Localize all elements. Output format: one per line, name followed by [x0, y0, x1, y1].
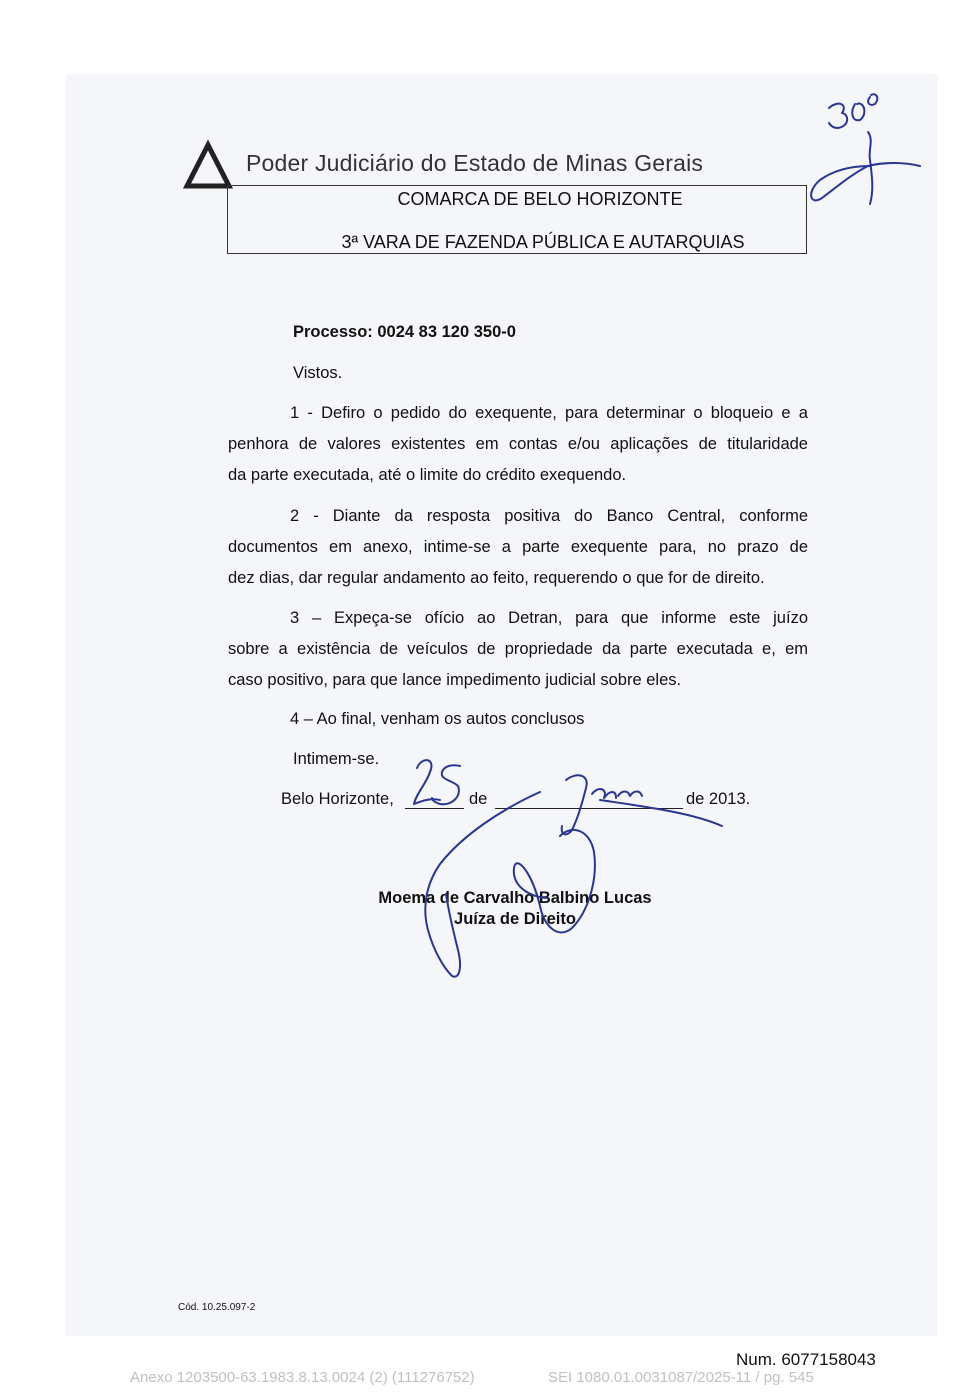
paragraph-2-line-2: documentos em anexo, intime-se a parte exequente para, no prazo de	[228, 538, 808, 556]
month-blank-line	[495, 808, 683, 809]
signatory-role: Juíza de Direito	[454, 910, 576, 928]
sei-page-reference: SEI 1080.01.0031087/2025-11 / pg. 545	[548, 1369, 814, 1386]
paragraph-1-line-1: 1 - Defiro o pedido do exequente, para determinar o bloqueio e a	[290, 404, 808, 422]
date-city: Belo Horizonte,	[281, 790, 394, 808]
vistos: Vistos.	[293, 364, 343, 382]
paragraph-3-line-2: sobre a existência de veículos de propriedade da parte executada e, em	[228, 640, 808, 658]
intimem-se: Intimem-se.	[293, 750, 380, 768]
comarca-title: COMARCA DE BELO HORIZONTE	[397, 189, 683, 209]
vara-title: 3ª VARA DE FAZENDA PÚBLICA E AUTARQUIAS	[341, 232, 745, 252]
signatory-name: Moema de Carvalho Balbino Lucas	[378, 889, 652, 907]
paragraph-1-line-3: da parte executada, até o limite do crédito exequendo.	[228, 466, 627, 484]
scanned-page	[66, 74, 938, 1336]
paragraph-2-line-3: dez dias, dar regular andamento ao feito, requerendo o que for de direito.	[228, 569, 765, 587]
annex-reference: Anexo 1203500-63.1983.8.13.0024 (2) (111276752)	[130, 1369, 475, 1386]
paragraph-3-line-3: caso positivo, para que lance impedimento judicial sobre eles.	[228, 671, 682, 689]
day-blank-line	[405, 808, 464, 809]
paragraph-4: 4 – Ao final, venham os autos conclusos	[290, 710, 585, 728]
form-code: Cód. 10.25.097-2	[178, 1302, 256, 1313]
court-title: Poder Judiciário do Estado de Minas Gerais	[246, 150, 704, 176]
paragraph-3-line-1: 3 – Expeça-se ofício ao Detran, para que informe este juízo	[290, 609, 808, 627]
paragraph-1-line-2: penhora de valores existentes em contas e/ou aplicações de titularidade	[228, 435, 808, 453]
processo-number: Processo: 0024 83 120 350-0	[293, 323, 516, 341]
paragraph-2-line-1: 2 - Diante da resposta positiva do Banco Central, conforme	[290, 507, 808, 525]
paragraph-1	[228, 398, 808, 491]
paragraph-3	[228, 603, 808, 696]
paragraph-2	[228, 501, 808, 594]
date-de: de	[469, 790, 488, 808]
date-year: de 2013.	[686, 790, 751, 808]
document-number: Num. 6077158043	[736, 1350, 876, 1369]
